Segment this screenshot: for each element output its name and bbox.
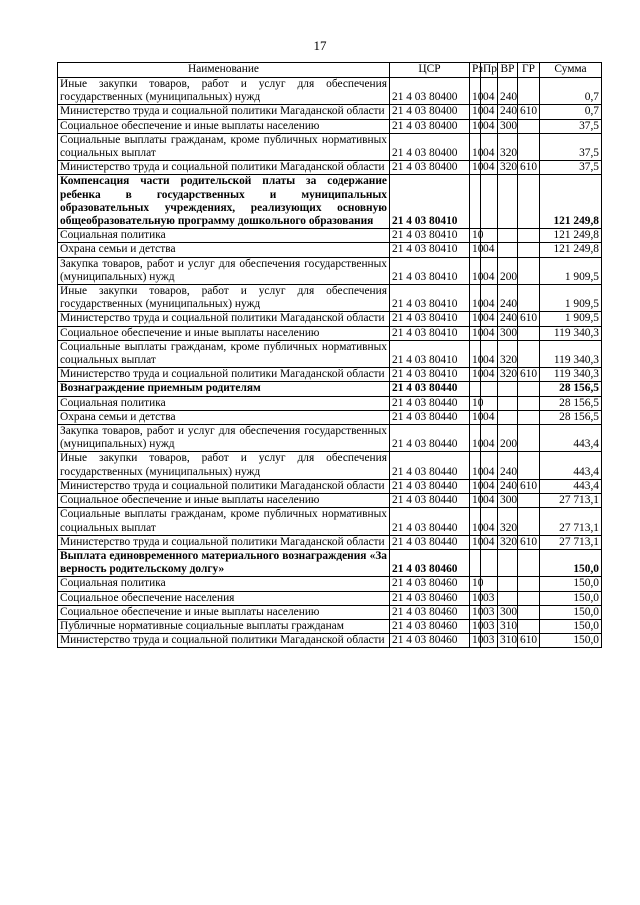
cell-code: 21 4 03 80460 — [390, 577, 470, 591]
cell-sum: 119 340,3 — [540, 326, 602, 340]
cell-sum: 37,5 — [540, 119, 602, 133]
cell-name: Министерство труда и социальной политики Магаданской области — [58, 535, 390, 549]
table-row — [58, 591, 602, 605]
cell-name: Социальная политика — [58, 396, 390, 410]
cell-code: 21 4 03 80410 — [390, 175, 470, 229]
cell-pr: 04 — [481, 105, 498, 119]
cell-rz: 10 — [470, 340, 481, 367]
table-row — [58, 285, 602, 312]
cell-sum: 150,0 — [540, 577, 602, 591]
table-row — [58, 119, 602, 133]
table-row — [58, 368, 602, 382]
cell-vr: 320 — [498, 340, 518, 367]
cell-name: Социальные выплаты гражданам, кроме публичных нормативных социальных выплат — [58, 508, 390, 535]
cell-code: 21 4 03 80410 — [390, 285, 470, 312]
cell-gr — [518, 577, 540, 591]
cell-name: Социальная политика — [58, 577, 390, 591]
cell-vr — [498, 549, 518, 576]
cell-pr — [481, 549, 498, 576]
cell-pr — [481, 396, 498, 410]
cell-pr: 04 — [481, 312, 498, 326]
cell-gr: 610 — [518, 161, 540, 175]
cell-vr — [498, 396, 518, 410]
table-row — [58, 479, 602, 493]
cell-vr: 310 — [498, 619, 518, 633]
cell-pr — [481, 229, 498, 243]
cell-pr: 04 — [481, 340, 498, 367]
cell-rz: 10 — [470, 105, 481, 119]
table-row — [58, 175, 602, 229]
cell-rz: 10 — [470, 285, 481, 312]
cell-gr — [518, 285, 540, 312]
cell-sum: 150,0 — [540, 605, 602, 619]
cell-code: 21 4 03 80410 — [390, 326, 470, 340]
cell-vr: 300 — [498, 494, 518, 508]
cell-name: Компенсация части родительской платы за содержание ребенка в государственных и муниципальных образовательных учреждениях, реализующих основную общеобразовательную программу дошкольного образования — [58, 175, 390, 229]
cell-gr: 610 — [518, 312, 540, 326]
cell-sum: 119 340,3 — [540, 340, 602, 367]
cell-gr — [518, 605, 540, 619]
cell-vr: 240 — [498, 105, 518, 119]
cell-name: Министерство труда и социальной политики Магаданской области — [58, 105, 390, 119]
cell-sum: 27 713,1 — [540, 508, 602, 535]
cell-code: 21 4 03 80410 — [390, 257, 470, 284]
cell-vr — [498, 243, 518, 257]
cell-code: 21 4 03 80440 — [390, 535, 470, 549]
cell-gr — [518, 549, 540, 576]
table-row — [58, 619, 602, 633]
cell-sum: 37,5 — [540, 133, 602, 160]
cell-vr — [498, 410, 518, 424]
cell-vr: 320 — [498, 133, 518, 160]
cell-rz — [470, 382, 481, 396]
cell-vr: 240 — [498, 479, 518, 493]
cell-name: Охрана семьи и детства — [58, 410, 390, 424]
cell-rz: 10 — [470, 368, 481, 382]
cell-rz — [470, 549, 481, 576]
cell-gr — [518, 340, 540, 367]
cell-sum: 1 909,5 — [540, 257, 602, 284]
table-row — [58, 340, 602, 367]
cell-gr: 610 — [518, 634, 540, 648]
cell-rz: 10 — [470, 133, 481, 160]
cell-sum: 443,4 — [540, 479, 602, 493]
cell-vr: 240 — [498, 285, 518, 312]
cell-vr: 300 — [498, 119, 518, 133]
table-row — [58, 549, 602, 576]
cell-pr: 04 — [481, 133, 498, 160]
cell-vr — [498, 577, 518, 591]
cell-rz: 10 — [470, 425, 481, 452]
cell-name: Закупка товаров, работ и услуг для обеспечения государственных (муниципальных) нужд — [58, 425, 390, 452]
cell-gr — [518, 410, 540, 424]
cell-sum: 37,5 — [540, 161, 602, 175]
cell-name: Иные закупки товаров, работ и услуг для обеспечения государственных (муниципальных) нужд — [58, 452, 390, 479]
cell-rz: 10 — [470, 119, 481, 133]
cell-code: 21 4 03 80410 — [390, 243, 470, 257]
cell-name: Министерство труда и социальной политики Магаданской области — [58, 312, 390, 326]
table-row — [58, 410, 602, 424]
cell-pr: 04 — [481, 161, 498, 175]
cell-sum: 150,0 — [540, 634, 602, 648]
cell-sum: 443,4 — [540, 425, 602, 452]
cell-vr: 200 — [498, 425, 518, 452]
cell-rz: 10 — [470, 78, 481, 105]
cell-pr: 04 — [481, 494, 498, 508]
cell-sum: 121 249,8 — [540, 229, 602, 243]
cell-rz: 10 — [470, 229, 481, 243]
cell-sum: 119 340,3 — [540, 368, 602, 382]
cell-gr — [518, 494, 540, 508]
cell-name: Публичные нормативные социальные выплаты гражданам — [58, 619, 390, 633]
cell-rz: 10 — [470, 452, 481, 479]
cell-code: 21 4 03 80400 — [390, 133, 470, 160]
cell-name: Министерство труда и социальной политики Магаданской области — [58, 479, 390, 493]
cell-gr — [518, 508, 540, 535]
cell-vr: 320 — [498, 161, 518, 175]
cell-code: 21 4 03 80410 — [390, 312, 470, 326]
cell-pr — [481, 175, 498, 229]
cell-vr: 240 — [498, 452, 518, 479]
cell-pr: 04 — [481, 326, 498, 340]
cell-rz — [470, 175, 481, 229]
cell-gr — [518, 396, 540, 410]
table-row — [58, 312, 602, 326]
cell-code: 21 4 03 80440 — [390, 382, 470, 396]
cell-rz: 10 — [470, 161, 481, 175]
cell-name: Социальное обеспечение и иные выплаты населению — [58, 605, 390, 619]
cell-code: 21 4 03 80440 — [390, 479, 470, 493]
cell-code: 21 4 03 80440 — [390, 452, 470, 479]
cell-vr: 320 — [498, 508, 518, 535]
cell-pr: 04 — [481, 508, 498, 535]
cell-sum: 150,0 — [540, 591, 602, 605]
table-row — [58, 425, 602, 452]
cell-sum: 1 909,5 — [540, 285, 602, 312]
cell-rz: 10 — [470, 257, 481, 284]
cell-rz: 10 — [470, 494, 481, 508]
header-name: Наименование — [58, 63, 390, 78]
cell-code: 21 4 03 80410 — [390, 368, 470, 382]
cell-gr — [518, 133, 540, 160]
cell-sum: 1 909,5 — [540, 312, 602, 326]
cell-sum: 28 156,5 — [540, 382, 602, 396]
cell-rz: 10 — [470, 508, 481, 535]
cell-name: Социальное обеспечение населения — [58, 591, 390, 605]
table-header-row — [58, 63, 602, 78]
cell-pr — [481, 577, 498, 591]
header-sum: Сумма — [540, 63, 602, 78]
cell-code: 21 4 03 80460 — [390, 634, 470, 648]
cell-sum: 0,7 — [540, 105, 602, 119]
cell-vr: 300 — [498, 326, 518, 340]
header-code: ЦСР — [390, 63, 470, 78]
cell-name: Министерство труда и социальной политики Магаданской области — [58, 634, 390, 648]
cell-gr: 610 — [518, 368, 540, 382]
cell-pr: 04 — [481, 479, 498, 493]
cell-pr: 03 — [481, 634, 498, 648]
cell-name: Социальное обеспечение и иные выплаты населению — [58, 326, 390, 340]
table-row — [58, 243, 602, 257]
cell-code: 21 4 03 80440 — [390, 425, 470, 452]
cell-code: 21 4 03 80400 — [390, 78, 470, 105]
cell-pr: 03 — [481, 591, 498, 605]
cell-code: 21 4 03 80440 — [390, 396, 470, 410]
cell-rz: 10 — [470, 591, 481, 605]
cell-name: Министерство труда и социальной политики Магаданской области — [58, 161, 390, 175]
cell-code: 21 4 03 80410 — [390, 229, 470, 243]
cell-rz: 10 — [470, 312, 481, 326]
cell-pr — [481, 382, 498, 396]
cell-gr — [518, 78, 540, 105]
cell-vr — [498, 175, 518, 229]
cell-sum: 28 156,5 — [540, 410, 602, 424]
cell-name: Социальные выплаты гражданам, кроме публичных нормативных социальных выплат — [58, 340, 390, 367]
header-gr: ГР — [518, 63, 540, 78]
cell-gr — [518, 382, 540, 396]
cell-pr: 04 — [481, 452, 498, 479]
cell-name: Иные закупки товаров, работ и услуг для обеспечения государственных (муниципальных) нужд — [58, 78, 390, 105]
cell-rz: 10 — [470, 410, 481, 424]
cell-code: 21 4 03 80460 — [390, 619, 470, 633]
cell-pr: 04 — [481, 78, 498, 105]
cell-pr: 04 — [481, 119, 498, 133]
cell-name: Социальное обеспечение и иные выплаты населению — [58, 119, 390, 133]
cell-gr: 610 — [518, 535, 540, 549]
table-row — [58, 133, 602, 160]
cell-gr: 610 — [518, 479, 540, 493]
table-row — [58, 382, 602, 396]
cell-gr — [518, 175, 540, 229]
table-row — [58, 105, 602, 119]
table-row — [58, 605, 602, 619]
cell-gr — [518, 619, 540, 633]
cell-vr: 300 — [498, 605, 518, 619]
budget-table — [57, 62, 602, 648]
cell-rz: 10 — [470, 396, 481, 410]
cell-gr — [518, 119, 540, 133]
cell-code: 21 4 03 80410 — [390, 340, 470, 367]
table-row — [58, 577, 602, 591]
cell-vr — [498, 382, 518, 396]
cell-gr — [518, 257, 540, 284]
cell-pr: 04 — [481, 410, 498, 424]
cell-name: Выплата единовременного материального вознаграждения «За верность родительскому долгу» — [58, 549, 390, 576]
cell-sum: 150,0 — [540, 549, 602, 576]
cell-name: Социальная политика — [58, 229, 390, 243]
cell-sum: 121 249,8 — [540, 243, 602, 257]
cell-code: 21 4 03 80400 — [390, 161, 470, 175]
header-vr: ВР — [498, 63, 518, 78]
table-body — [58, 78, 602, 648]
page-number: 17 — [313, 38, 327, 53]
table-row — [58, 452, 602, 479]
table-row — [58, 257, 602, 284]
cell-rz: 10 — [470, 535, 481, 549]
cell-sum: 27 713,1 — [540, 535, 602, 549]
cell-sum: 121 249,8 — [540, 175, 602, 229]
cell-name: Вознаграждение приемным родителям — [58, 382, 390, 396]
cell-gr — [518, 425, 540, 452]
cell-pr: 04 — [481, 285, 498, 312]
table-row — [58, 78, 602, 105]
table-row — [58, 326, 602, 340]
cell-pr: 04 — [481, 257, 498, 284]
header-rz: Рз — [470, 63, 481, 78]
cell-pr: 03 — [481, 619, 498, 633]
cell-vr: 240 — [498, 78, 518, 105]
cell-code: 21 4 03 80440 — [390, 508, 470, 535]
cell-pr: 04 — [481, 368, 498, 382]
cell-sum: 0,7 — [540, 78, 602, 105]
cell-pr: 04 — [481, 243, 498, 257]
cell-rz: 10 — [470, 619, 481, 633]
table-row — [58, 229, 602, 243]
table-row — [58, 161, 602, 175]
cell-code: 21 4 03 80440 — [390, 494, 470, 508]
table-row — [58, 494, 602, 508]
table-row — [58, 634, 602, 648]
cell-name: Закупка товаров, работ и услуг для обеспечения государственных (муниципальных) нужд — [58, 257, 390, 284]
cell-vr: 200 — [498, 257, 518, 284]
cell-rz: 10 — [470, 605, 481, 619]
cell-pr: 04 — [481, 425, 498, 452]
cell-gr — [518, 326, 540, 340]
cell-sum: 150,0 — [540, 619, 602, 633]
cell-vr — [498, 591, 518, 605]
cell-sum: 443,4 — [540, 452, 602, 479]
table-row — [58, 508, 602, 535]
cell-name: Социальные выплаты гражданам, кроме публичных нормативных социальных выплат — [58, 133, 390, 160]
cell-name: Министерство труда и социальной политики Магаданской области — [58, 368, 390, 382]
cell-rz: 10 — [470, 634, 481, 648]
cell-rz: 10 — [470, 243, 481, 257]
cell-code: 21 4 03 80400 — [390, 105, 470, 119]
cell-vr: 240 — [498, 312, 518, 326]
cell-name: Социальное обеспечение и иные выплаты населению — [58, 494, 390, 508]
cell-name: Иные закупки товаров, работ и услуг для обеспечения государственных (муниципальных) нужд — [58, 285, 390, 312]
cell-pr: 03 — [481, 605, 498, 619]
table-row — [58, 535, 602, 549]
cell-sum: 28 156,5 — [540, 396, 602, 410]
cell-code: 21 4 03 80400 — [390, 119, 470, 133]
cell-gr — [518, 229, 540, 243]
cell-name: Охрана семьи и детства — [58, 243, 390, 257]
cell-gr — [518, 452, 540, 479]
cell-vr — [498, 229, 518, 243]
cell-gr — [518, 591, 540, 605]
table-row — [58, 396, 602, 410]
cell-vr: 310 — [498, 634, 518, 648]
cell-code: 21 4 03 80460 — [390, 591, 470, 605]
cell-code: 21 4 03 80460 — [390, 549, 470, 576]
cell-vr: 320 — [498, 368, 518, 382]
cell-rz: 10 — [470, 326, 481, 340]
cell-gr: 610 — [518, 105, 540, 119]
cell-gr — [518, 243, 540, 257]
cell-code: 21 4 03 80440 — [390, 410, 470, 424]
header-pr: Пр — [481, 63, 498, 78]
cell-vr: 320 — [498, 535, 518, 549]
cell-code: 21 4 03 80460 — [390, 605, 470, 619]
cell-rz: 10 — [470, 479, 481, 493]
cell-rz: 10 — [470, 577, 481, 591]
cell-pr: 04 — [481, 535, 498, 549]
cell-sum: 27 713,1 — [540, 494, 602, 508]
